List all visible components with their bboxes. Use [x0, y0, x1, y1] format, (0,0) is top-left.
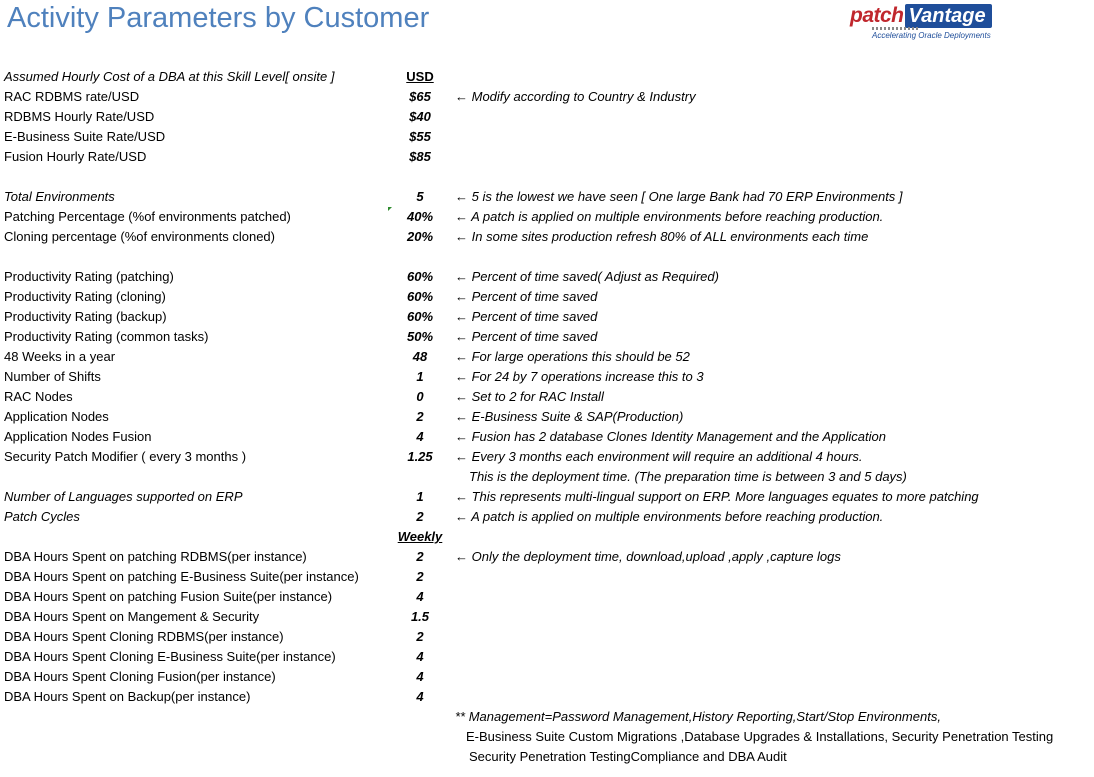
row-label: Cloning percentage (%of environments cloned) — [4, 229, 275, 244]
weekly-header: Weekly — [397, 529, 443, 544]
row-value[interactable]: 4 — [416, 649, 424, 664]
row-label: RAC RDBMS rate/USD — [4, 89, 140, 104]
logo-wordmark — [850, 4, 992, 28]
table-row — [0, 307, 1094, 327]
row-value[interactable]: 60% — [406, 289, 434, 304]
row-value[interactable]: 4 — [416, 689, 424, 704]
row-value[interactable]: 60% — [406, 269, 434, 284]
row-label: RDBMS Hourly Rate/USD — [4, 109, 155, 124]
row-label: Number of Shifts — [4, 369, 101, 384]
row-label: Number of Languages supported on ERP — [4, 489, 243, 504]
row-value[interactable]: 2 — [416, 409, 424, 424]
row-label: Patch Cycles — [4, 509, 80, 524]
row-note: ← For 24 by 7 operations increase this to 3 — [455, 369, 704, 384]
table-row — [0, 447, 1094, 467]
row-value[interactable]: 4 — [416, 429, 424, 444]
row-note: ← Set to 2 for RAC Install — [455, 389, 604, 404]
logo-vantage-text: Vantage — [905, 4, 992, 28]
table-row — [0, 287, 1094, 307]
row-label: Productivity Rating (common tasks) — [4, 329, 209, 344]
row-value[interactable]: 4 — [416, 669, 424, 684]
row-label: Productivity Rating (cloning) — [4, 289, 166, 304]
row-value[interactable]: 48 — [412, 349, 428, 364]
row-label: DBA Hours Spent Cloning Fusion(per instance) — [4, 669, 276, 684]
table-row — [0, 627, 1094, 647]
row-note: ← E-Business Suite & SAP(Production) — [455, 409, 684, 424]
table-row — [0, 427, 1094, 447]
table-row — [0, 267, 1094, 287]
logo-patch-text: patch — [850, 4, 904, 27]
row-value[interactable]: 20% — [406, 229, 434, 244]
table-row — [0, 127, 1094, 147]
row-label: DBA Hours Spent on patching RDBMS(per instance) — [4, 549, 307, 564]
row-value[interactable]: 5 — [416, 189, 424, 204]
logo-ruler-icon — [872, 27, 918, 30]
row-value[interactable]: 1.25 — [407, 449, 433, 464]
footnote-line-3: Security Penetration TestingCompliance and DBA Audit — [469, 749, 787, 764]
row-value[interactable]: 2 — [416, 509, 424, 524]
row-note: ← A patch is applied on multiple environments before reaching production. — [455, 209, 884, 224]
row-value[interactable]: 2 — [416, 549, 424, 564]
row-value[interactable]: 1 — [416, 369, 424, 384]
table-row — [0, 367, 1094, 387]
currency-header: USD — [406, 69, 434, 84]
footnote-line-2: E-Business Suite Custom Migrations ,Database Upgrades & Installations, Security Penetration Testing — [466, 729, 1054, 744]
row-label: DBA Hours Spent on patching Fusion Suite(per instance) — [4, 589, 333, 604]
row-note: ← A patch is applied on multiple environments before reaching production. — [455, 509, 884, 524]
row-label: Assumed Hourly Cost of a DBA at this Skill Level[ onsite ] — [4, 69, 335, 84]
table-row — [0, 187, 1094, 207]
row-note: ← Modify according to Country & Industry — [455, 89, 696, 104]
row-value[interactable]: 2 — [416, 629, 424, 644]
row-note: ← Every 3 months each environment will require an additional 4 hours. — [455, 449, 863, 464]
row-label: Application Nodes — [4, 409, 109, 424]
row-note: ← Percent of time saved — [455, 289, 598, 304]
row-note: ← Only the deployment time, download,upload ,apply ,capture logs — [455, 549, 841, 564]
row-label: E-Business Suite Rate/USD — [4, 129, 166, 144]
row-label: DBA Hours Spent on Backup(per instance) — [4, 689, 251, 704]
row-note: ← This represents multi-lingual support on ERP. More languages equates to more patching — [455, 489, 979, 504]
row-label: Security Patch Modifier ( every 3 months ) — [4, 449, 247, 464]
logo-tagline: Accelerating Oracle Deployments — [872, 31, 991, 40]
table-row — [0, 607, 1094, 627]
table-row — [0, 547, 1094, 567]
row-label: DBA Hours Spent Cloning RDBMS(per instance) — [4, 629, 284, 644]
table-row — [0, 567, 1094, 587]
row-value[interactable]: $40 — [409, 109, 431, 124]
table-row — [0, 227, 1094, 247]
row-value[interactable]: 50% — [406, 329, 434, 344]
row-value[interactable]: 2 — [416, 569, 424, 584]
row-value[interactable]: 1.5 — [410, 609, 430, 624]
row-note: ← Percent of time saved — [455, 329, 598, 344]
row-label: Productivity Rating (patching) — [4, 269, 174, 284]
table-row — [0, 587, 1094, 607]
row-note: ← 5 is the lowest we have seen [ One large Bank had 70 ERP Environments ] — [455, 189, 903, 204]
row-note: ← Percent of time saved — [455, 309, 598, 324]
patchvantage-logo — [850, 4, 1020, 42]
table-row — [0, 467, 1094, 487]
table-row — [0, 67, 1094, 87]
row-value[interactable]: 40% — [406, 209, 434, 224]
table-row — [0, 667, 1094, 687]
row-note: ← Fusion has 2 database Clones Identity Management and the Application — [455, 429, 886, 444]
row-value[interactable]: 4 — [416, 589, 424, 604]
table-row — [0, 527, 1094, 547]
row-label: Fusion Hourly Rate/USD — [4, 149, 147, 164]
row-label: Patching Percentage (%of environments patched) — [4, 209, 291, 224]
row-label: DBA Hours Spent on patching E-Business Suite(per instance) — [4, 569, 359, 584]
row-note-continued: This is the deployment time. (The preparation time is between 3 and 5 days) — [469, 469, 907, 484]
row-value[interactable]: $55 — [409, 129, 431, 144]
table-row — [0, 387, 1094, 407]
table-row — [0, 327, 1094, 347]
table-row — [0, 347, 1094, 367]
table-row — [0, 687, 1094, 707]
table-row — [0, 487, 1094, 507]
table-row — [0, 507, 1094, 527]
footnote-line-1: ** Management=Password Management,History Reporting,Start/Stop Environments, — [455, 709, 941, 724]
page-title: Activity Parameters by Customer — [7, 2, 430, 34]
row-label: Total Environments — [4, 189, 115, 204]
row-note: ← For large operations this should be 52 — [455, 349, 690, 364]
row-value[interactable]: $65 — [409, 89, 431, 104]
row-label: Application Nodes Fusion — [4, 429, 152, 444]
table-row — [0, 207, 1094, 227]
row-note: ← In some sites production refresh 80% of ALL environments each time — [455, 229, 869, 244]
table-row — [0, 107, 1094, 127]
row-label: DBA Hours Spent on Mangement & Security — [4, 609, 260, 624]
row-value[interactable]: 0 — [416, 389, 424, 404]
table-row — [0, 407, 1094, 427]
table-row — [0, 647, 1094, 667]
row-label: 48 Weeks in a year — [4, 349, 116, 364]
table-row — [0, 147, 1094, 167]
table-row — [0, 87, 1094, 107]
row-value[interactable]: 60% — [406, 309, 434, 324]
row-label: RAC Nodes — [4, 389, 73, 404]
row-value[interactable]: $85 — [409, 149, 431, 164]
row-label: Productivity Rating (backup) — [4, 309, 167, 324]
row-value[interactable]: 1 — [416, 489, 424, 504]
row-note: ← Percent of time saved( Adjust as Required) — [455, 269, 719, 284]
row-label: DBA Hours Spent Cloning E-Business Suite(per instance) — [4, 649, 336, 664]
